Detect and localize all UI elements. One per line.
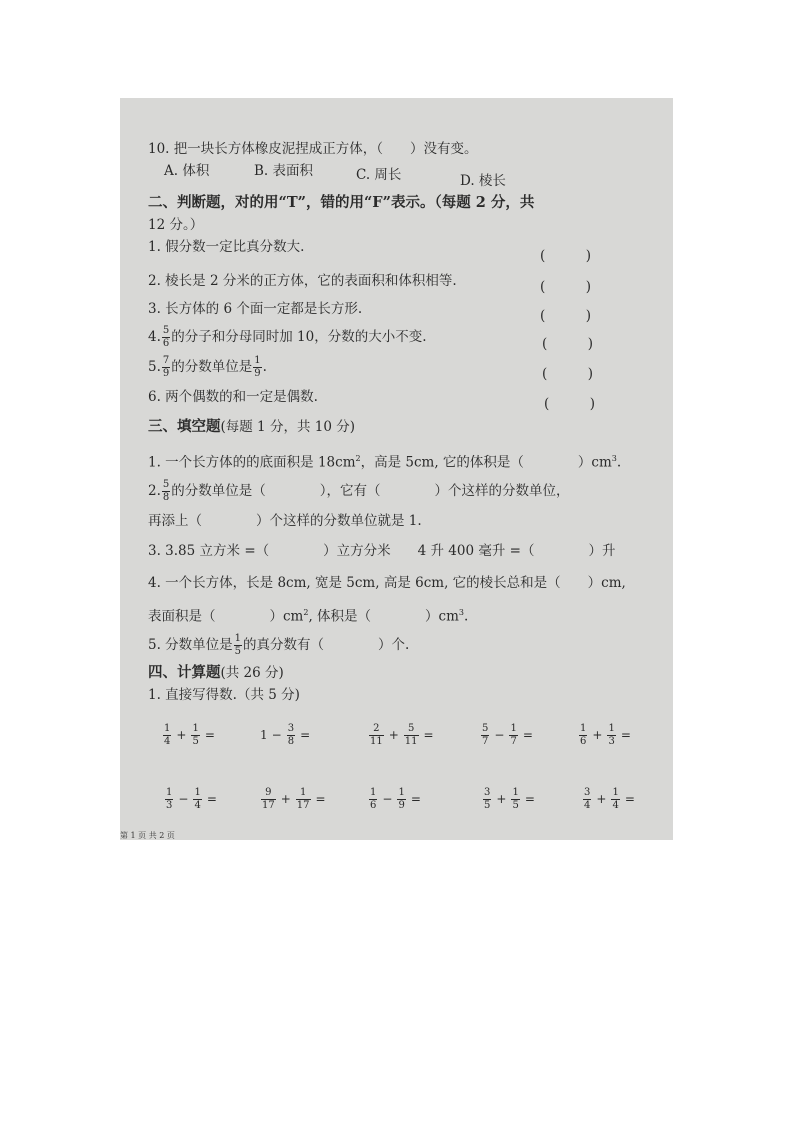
equals-sign: = (524, 792, 535, 806)
operator: − (178, 792, 189, 806)
operator: − (494, 728, 505, 742)
judge-item-6: 6. 两个偶数的和一定是偶数. (148, 389, 318, 405)
fraction: $\frac{1}{7}$ (510, 723, 517, 747)
fraction: $\frac{3}{8}$ (287, 723, 295, 747)
section2-heading: 二、判断题，对的用“T”，错的用“F”表示。（每题 2 分，共 (148, 194, 535, 211)
fraction-1-5: $\frac{1}{5}$ (234, 633, 242, 657)
equals-sign: = (410, 792, 421, 806)
fraction: $\frac{9}{17}$ (262, 787, 275, 811)
q10-option-c: C. 周长 (356, 167, 402, 183)
fraction: $\frac{1}{5}$ (192, 723, 199, 747)
operator: + (280, 792, 291, 806)
fill-item-1: 1. 一个长方体的的底面积是 $18cm^2$，高是 5cm, 它的体积是（ ）$cm^3$. (148, 454, 622, 471)
fraction: $\frac{1}{4}$ (164, 723, 171, 747)
judge-answer-blank-4: ( ) (542, 336, 594, 352)
fraction-5-6: $\frac{5}{6}$ (162, 325, 170, 349)
operator: − (271, 728, 282, 742)
equals-sign: = (423, 728, 434, 742)
section2-heading-cont: 12 分。） (148, 217, 204, 233)
section4-heading: 四、计算题(共 26 分) (148, 664, 284, 681)
whole-number: 1 (260, 728, 268, 742)
judge-item-4 (148, 326, 427, 349)
q10-option-a: A. 体积 (164, 163, 210, 179)
calc-problem (582, 788, 639, 811)
fill-item-4-cont: 表面积是（ ）$cm^2$, 体积是（ ）$cm^3$. (148, 608, 469, 625)
fraction-5-8: $\frac{5}{8}$ (162, 479, 170, 503)
equals-sign: = (300, 728, 311, 742)
equals-sign: = (315, 792, 326, 806)
fill-item-2: 2. $\frac{5}{8}$ 的分数单位是（ ），它有（ ）个这样的分数单位， (148, 479, 570, 503)
fraction: $\frac{1}{3}$ (166, 787, 173, 811)
fill-item-4: 4. 一个长方体，长是 8cm, 宽是 5cm, 高是 6cm, 它的棱长总和是（ ）cm, (148, 575, 626, 591)
page-footer: 第 1 页 共 2 页 (120, 831, 175, 840)
equals-sign: = (204, 728, 215, 742)
judge-item-4-text: 的分子和分母同时加 10，分数的大小不变. (171, 329, 427, 345)
section3-heading: 三、填空题(每题 1 分，共 10 分) (148, 418, 355, 435)
fraction: $\frac{1}{6}$ (580, 723, 587, 747)
fraction: $\frac{1}{5}$ (512, 787, 519, 811)
q10-option-b: B. 表面积 (254, 163, 314, 179)
equals-sign: = (620, 728, 631, 742)
fraction: $\frac{5}{7}$ (482, 723, 489, 747)
judge-answer-blank-3: ( ) (540, 308, 592, 324)
operator: − (382, 792, 393, 806)
fill-item-5: 5. 分数单位是 $\frac{1}{5}$ 的真分数有（ ）个. (148, 633, 410, 657)
judge-answer-blank-6: ( ) (544, 396, 596, 412)
fraction: $\frac{3}{4}$ (584, 787, 591, 811)
judge-item-1: 1. 假分数一定比真分数大. (148, 239, 305, 255)
judge-item-5: 5. $\frac{7}{9}$ 的分数单位是 $\frac{1}{9}$ . (148, 355, 267, 379)
fill-item-2-cont: 再添上（ ）个这样的分数单位就是 1. (148, 513, 422, 529)
equals-sign: = (206, 792, 217, 806)
fraction: $\frac{1}{4}$ (612, 787, 619, 811)
operator: + (596, 792, 607, 806)
calc-problem (368, 788, 425, 811)
exam-sheet-photo (120, 98, 673, 840)
calc-problem (578, 724, 635, 747)
operator: + (176, 728, 187, 742)
equals-sign: = (624, 792, 635, 806)
operator: + (388, 728, 399, 742)
fill-item-3: 3. 3.85 立方米 =（ ）立方分米 4 升 400 毫升 =（ ）升 (148, 543, 616, 559)
fraction: $\frac{1}{3}$ (608, 723, 615, 747)
calc-problem (260, 788, 330, 811)
fraction: $\frac{1}{4}$ (194, 787, 201, 811)
fraction: $\frac{2}{11}$ (370, 723, 383, 747)
fraction: $\frac{1}{17}$ (296, 787, 310, 811)
calc-problem (162, 724, 219, 747)
fraction: $\frac{1}{9}$ (398, 787, 405, 811)
calc-problem (368, 724, 438, 747)
fraction: $\frac{5}{11}$ (404, 723, 418, 747)
judge-item-5-text: 的分数单位是 (171, 359, 253, 375)
judge-item-3: 3. 长方体的 6 个面一定都是长方形. (148, 301, 363, 317)
fraction: $\frac{3}{5}$ (484, 787, 491, 811)
calc-problem (164, 788, 221, 811)
judge-item-2: 2. 棱长是 2 分米的正方体，它的表面积和体积相等. (148, 273, 457, 289)
judge-answer-blank-2: ( ) (540, 279, 592, 295)
fraction-1-9: $\frac{1}{9}$ (254, 355, 261, 379)
calc-problem (482, 788, 539, 811)
q10-stem: 10. 把一块长方体橡皮泥捏成正方体，（ ）没有变。 (148, 141, 478, 157)
calc-subheading: 1. 直接写得数.（共 5 分) (148, 687, 300, 703)
equals-sign: = (522, 728, 533, 742)
judge-answer-blank-5: ( ) (542, 366, 594, 382)
calc-problem (480, 724, 537, 747)
operator: + (496, 792, 507, 806)
judge-item-4-number: 4. (148, 329, 161, 345)
judge-answer-blank-1: ( ) (540, 248, 592, 264)
judge-item-5-number: 5. (148, 359, 161, 375)
calc-problem (260, 724, 314, 747)
q10-option-d: D. 棱长 (460, 173, 506, 189)
fraction: $\frac{1}{6}$ (370, 787, 377, 811)
operator: + (592, 728, 603, 742)
fraction-7-9: $\frac{7}{9}$ (162, 355, 170, 379)
